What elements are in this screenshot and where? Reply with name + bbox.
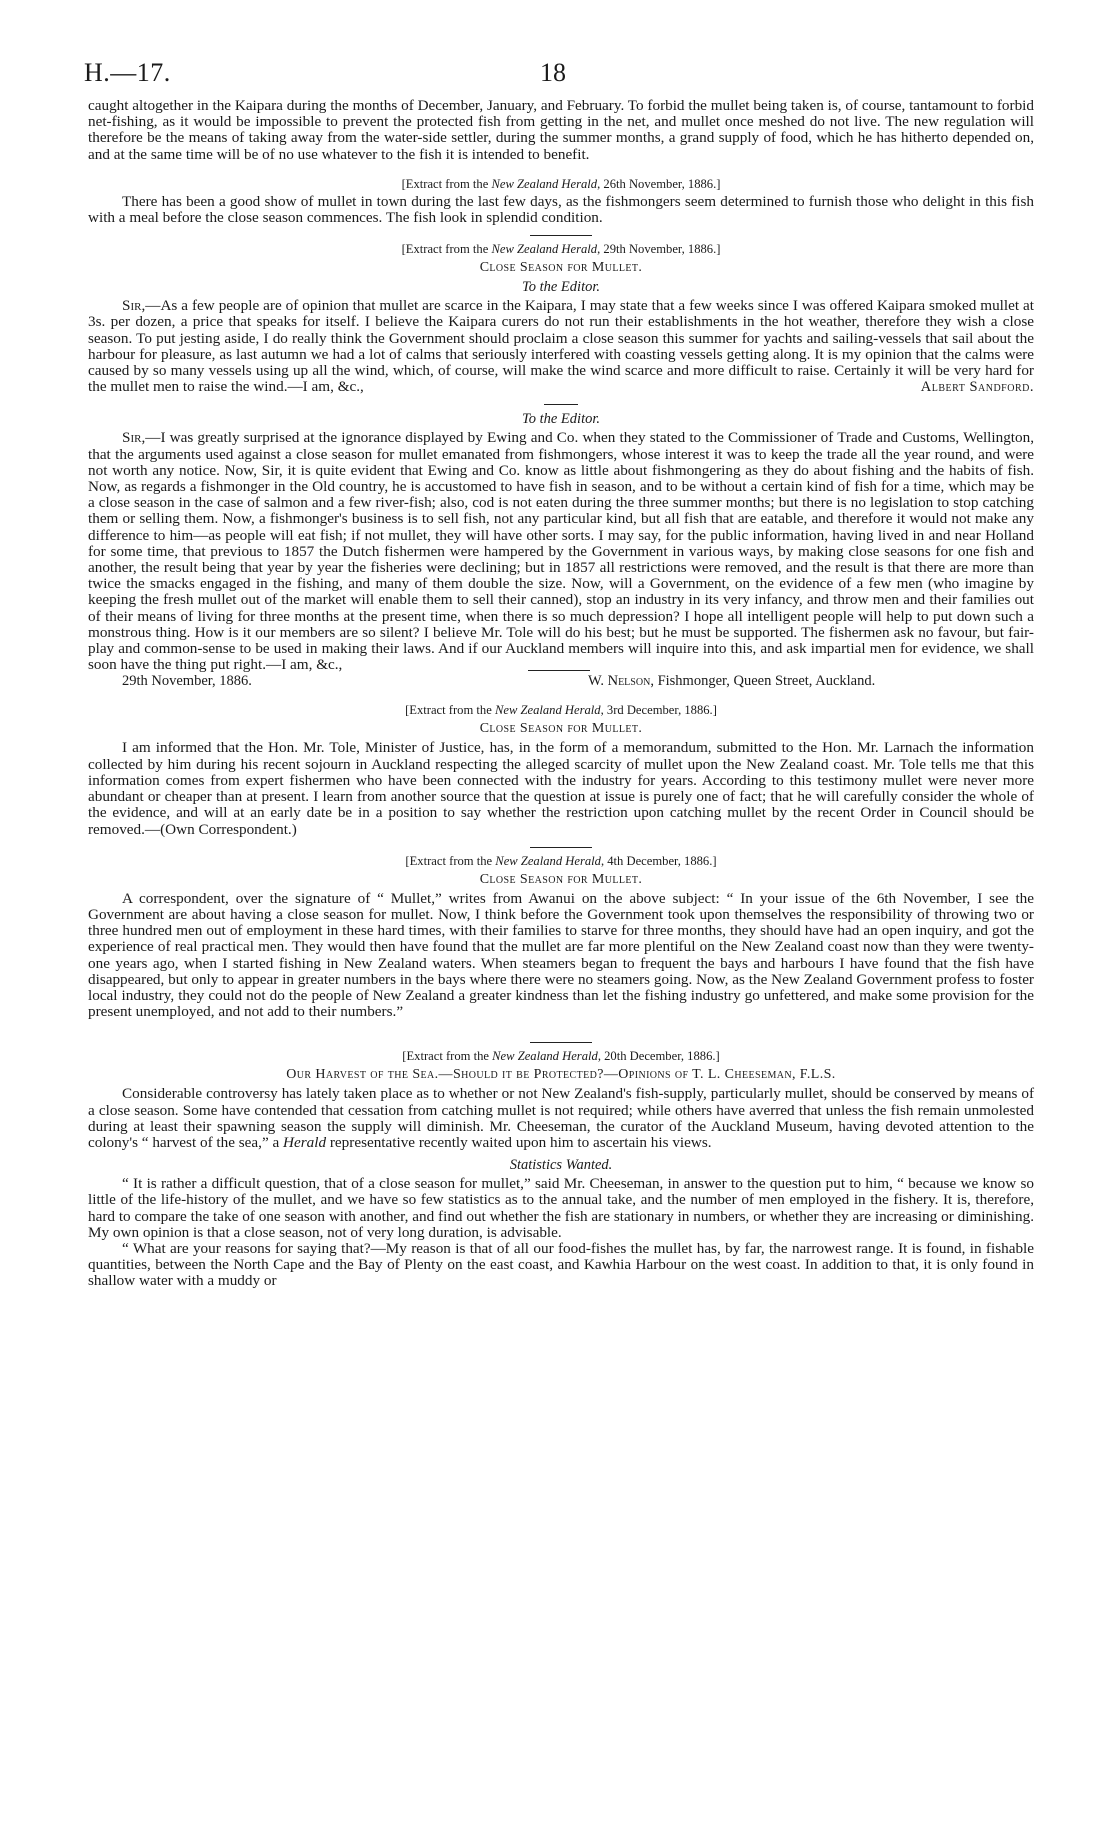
extract-citation: [Extract from the New Zealand Herald, 3rd December, 1886.] xyxy=(405,703,717,718)
newspaper-name: New Zealand Herald xyxy=(495,853,601,868)
section-divider xyxy=(530,1042,592,1043)
letter-salutation: To the Editor. xyxy=(521,411,601,428)
article-heading: Our Harvest of the Sea.—Should it be Protected?—Opinions of T. L. Cheeseman, F.L.S. xyxy=(286,1067,836,1083)
intro-paragraph: caught altogether in the Kaipara during the months of December, January, and February. To forbid the mullet being taken is, of course, tantamount to forbid net-fishing, as it would be impossible to prevent the protected fish from getting in the net, and mullet once meshed do not live. The new regulation will therefore be the means of taking away from the water-side settler, during the summer months, a grand supply of food, which he has hitherto depended on, and at the same time will be of no use whatever to the fish it is intended to benefit. xyxy=(88,97,1034,163)
extract-citation: [Extract from the New Zealand Herald, 29th November, 1886.] xyxy=(401,242,721,257)
article-heading: Close Season for Mullet. xyxy=(479,260,643,276)
extract-body: There has been a good show of mullet in town during the last few days, as the fishmongers seem determined to furnish those who delight in this fish with a meal before the close season commences. The fish look in splendid condition. xyxy=(88,192,1034,227)
extract-body: I am informed that the Hon. Mr. Tole, Minister of Justice, has, in the form of a memorandum, submitted to the Hon. Mr. Larnach the information collected by him during his recent sojourn in Auckland respecting the alleged scarcity of mullet upon the New Zealand coast. Mr. Tole tells me that this information comes from expert fishermen who have been connected with the industry for years. According to this testimony mullet were never more abundant or cheaper than at present. I learn from another source that the question at issue is purely one of fact; that he will carefully consider the whole of the evidence, and will at an early date be in a position to say whether the restriction upon catching mullet by the recent Order in Council should be removed.—(Own Correspondent.) xyxy=(88,739,1034,838)
extract-citation: [Extract from the New Zealand Herald, 20th December, 1886.] xyxy=(402,1049,720,1064)
letter-dateline xyxy=(88,673,1034,691)
article-heading: Close Season for Mullet. xyxy=(479,721,643,737)
section-subheading: Statistics Wanted. xyxy=(509,1157,613,1174)
letter-signature: W. Nelson, Fishmonger, Queen Street, Auckland. xyxy=(588,673,876,690)
extract-citation: [Extract from the New Zealand Herald, 26th November, 1886.] xyxy=(401,176,721,191)
article-heading: Close Season for Mullet. xyxy=(479,871,643,887)
section-divider xyxy=(544,404,578,405)
section-divider xyxy=(530,235,592,236)
document-page xyxy=(84,58,1034,1290)
letter-date: 29th November, 1886. xyxy=(122,673,252,690)
extract-body: Considerable controversy has lately taken place as to whether or not New Zealand's fish-supply, particularly mullet, should be conserved by means of a close season. Some have contended that cessation from catching mullet is not required; while others have averred that unless the fish remain unmolested during at least their spawning season the supply will diminish. Mr. Cheeseman, the curator of the Auckland Museum, having devoted attention to the colony's “ harvest of the sea,” a Herald representative recently waited upon him to ascertain his views. xyxy=(88,1085,1034,1151)
letter-salutation: To the Editor. xyxy=(521,279,601,296)
letter-body: Sir,—As a few people are of opinion that mullet are scarce in the Kaipara, I may state that a few weeks since I was offered Kaipara smoked mullet at 3s. per dozen, a price that speaks for itself. I believe the Kaipara curers do not run their establishments in the hot weather, therefore they wish a close season. To put jesting aside, I do really think the Government should proclaim a close season this summer for yachts and sailing-vessels that sail about the harbour for pleasure, as last autumn we had a lot of calms that seriously interfered with coasting vessels getting along. It is my opinion that the calms were caused by so many vessels using up all the wind, which, of course, will make the wind scarce and more difficult to raise. Certainly it will be very hard for the mullet men to raise the wind.—I am, &c., xyxy=(88,297,1034,396)
document-code: H.—17. xyxy=(84,58,171,87)
newspaper-name: New Zealand Herald xyxy=(491,176,598,191)
letter-signature: Albert Sandford. xyxy=(920,379,1034,396)
section-divider xyxy=(528,670,590,671)
newspaper-name: Herald xyxy=(283,1133,327,1151)
letter-body: Sir,—I was greatly surprised at the ignorance displayed by Ewing and Co. when they stated to the Commissioner of Trade and Customs, Wellington, that the arguments used against a close season for mullet emanated from fishmongers, whose interest it was to keep the trade all the year round, and were not worth any notice. Now, Sir, it is quite evident that Ewing and Co. know as little about fishmongering as they do about fishing and the habits of fish. Now, as regards a fishmonger in the Old country, he is accustomed to have fish in season, and to be without a certain kind of fish for a time, which may be a close season in the case of salmon and a few river-fish; also, cod is not eaten during the three summer months; but there is no legislation to stop catching them or selling them. Now, a fishmonger's business is to sell fish, not any particular kind, but all fish that are eatable, and therefore it would not make any difference to him—as people will eat fish; if not mullet, they will have other sorts. I may say, for the public information, having lived in and near Holland for some time, that previous to 1857 the Dutch fishermen were hampered by the Government in various ways, by making close seasons for one fish and another, the result being that year by year the fisheries were declining; but in 1857 all restrictions were removed, and the result is that there are more than twice the smacks engaged in the fishing, and many of them double the size. Now, will a Government, on the evidence of a few men (who imagine by keeping the fresh mullet out of the market will enable them to sell their canned), stop an industry in its very infancy, and throw men and their families out of their means of living for three months at the present time, when there is so much depression? I hope all intelligent people will help to put down such a monstrous thing. How is it our members are so silent? I believe Mr. Tole will do his best; but he must be supported. The fishermen ask no favour, but fair-play and common-sense to be used in making their laws. And if our Auckland members will inquire into this, and ask impartial men for evidence, we shall soon have the thing put right.—I am, &c., xyxy=(88,429,1034,674)
interview-paragraph: “ It is rather a difficult question, that of a close season for mullet,” said Mr. Cheeseman, in answer to the question put to him, “ because we know so little of the life-history of the mullet, and we have so few statistics as to the annual take, and the number of men employed in the fishery. It is, therefore, hard to compare the take of one season with another, and find out whether the fish are stationary in numbers, or whether they are increasing or diminishing. My own opinion is that a close season, not of very long duration, is advisable. xyxy=(88,1175,1034,1241)
section-divider xyxy=(530,847,592,848)
newspaper-name: New Zealand Herald xyxy=(491,242,598,257)
page-number: 18 xyxy=(540,58,566,87)
page-header xyxy=(84,58,1034,98)
interview-paragraph: “ What are your reasons for saying that?—My reason is that of all our food-fishes the mullet has, by far, the narrowest range. It is found, in fishable quantities, between the North Cape and the Bay of Plenty on the east coast, and Kawhia Harbour on the west coast. In addition to that, it is only found in shallow water with a muddy or xyxy=(88,1239,1034,1290)
extract-citation: [Extract from the New Zealand Herald, 4th December, 1886.] xyxy=(405,853,717,868)
newspaper-name: New Zealand Herald xyxy=(492,1049,598,1064)
extract-body: A correspondent, over the signature of “ Mullet,” writes from Awanui on the above subject: “ In your issue of the 6th November, I see the Government are about having a close season for mullet. Now, I think before the Government took upon themselves the responsibility of throwing two or three hundred men out of employment in these hard times, with their families to starve for three months, they should have had an open inquiry, and got the experience of real practical men. They would then have found that the mullet are far more plentiful on the New Zealand coast now than they were twenty-one years ago, when I started fishing in New Zealand waters. When steamers began to frequent the bays and harbours I have found that the fish have disappeared, but only to appear in greater numbers in the bays where there were no steamers going. Now, as the New Zealand Government profess to foster local industry, they could not do the people of New Zealand a greater kindness than let the fishing industry go unfettered, and make some provision for the present unemployed, and not add to their numbers.” xyxy=(88,889,1034,1021)
newspaper-name: New Zealand Herald xyxy=(494,703,601,718)
